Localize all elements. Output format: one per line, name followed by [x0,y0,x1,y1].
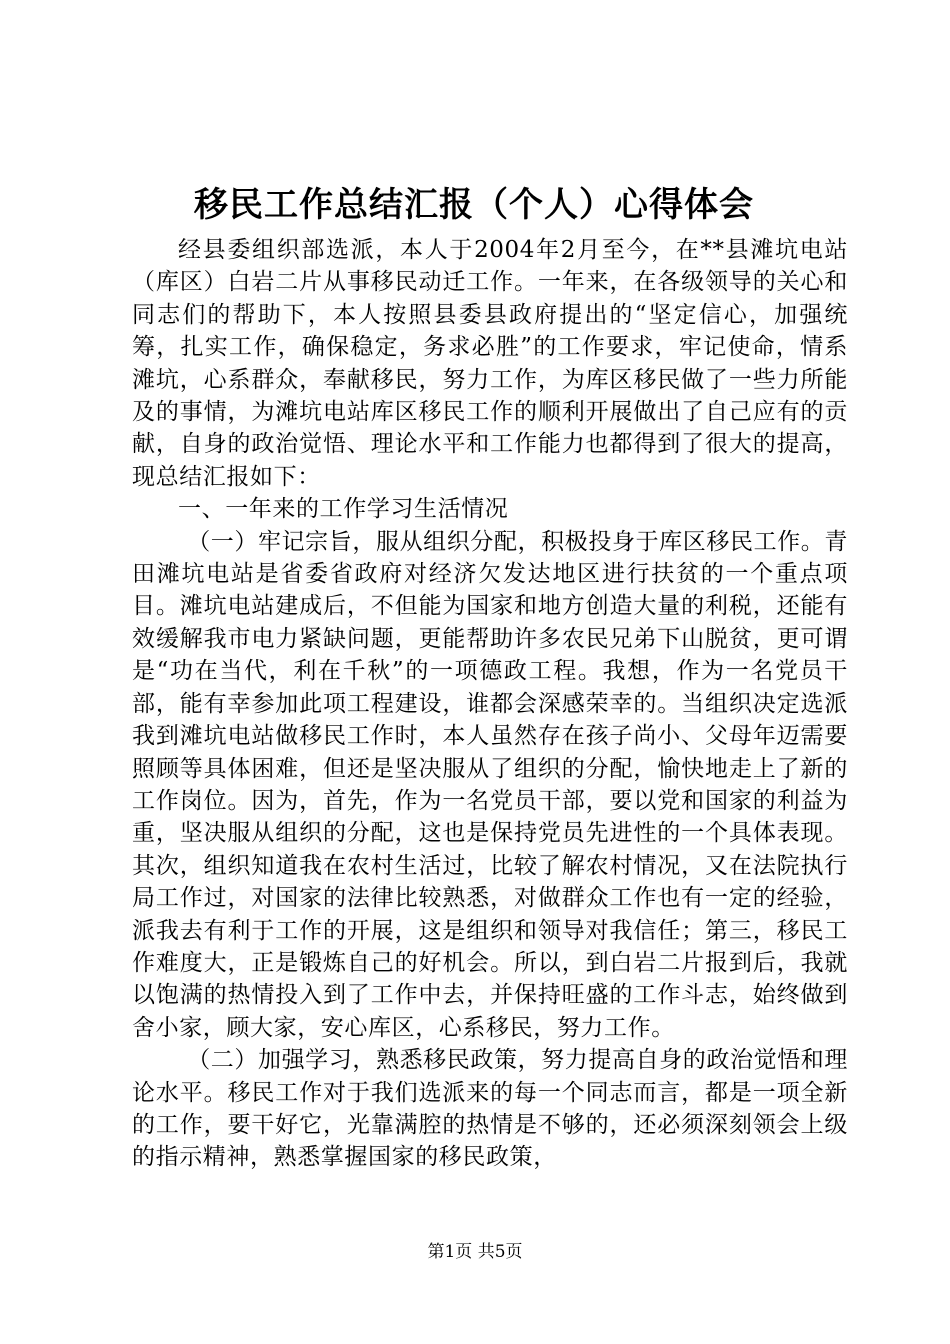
document-page [132,176,848,1174]
paragraph-section-2: （二）加强学习，熟悉移民政策，努力提高自身的政治觉悟和理论水平。移民工作对于我们选派来的每一个同志而言，都是一项全新的工作，要干好它，光靠满腔的热情是不够的，还必须深刻领会上级的指示精神，熟悉掌握国家的移民政策， [132,1047,848,1171]
paragraph-section-1: （一）牢记宗旨，服从组织分配，积极投身于库区移民工作。青田滩坑电站是省委省政府对经济欠发达地区进行扶贫的一个重点项目。滩坑电站建成后，不但能为国家和地方创造大量的利税，还能有效缓解我市电力紧缺问题，更能帮助许多农民兄弟下山脱贫，更可谓是“功在当代，利在千秋”的一项德政工程。我想，作为一名党员干部，能有幸参加此项工程建设，谁都会深感荣幸的。当组织决定选派我到滩坑电站做移民工作时，本人虽然存在孩子尚小、父母年迈需要照顾等具体困难，但还是坚决服从了组织的分配，愉快地走上了新的工作岗位。因为，首先，作为一名党员干部，要以党和国家的利益为重，坚决服从组织的分配，这也是保持党员先进性的一个具体表现。其次，组织知道我在农村生活过，比较了解农村情况，又在法院执行局工作过，对国家的法律比较熟悉，对做群众工作也有一定的经验，派我去有利于工作的开展，这是组织和领导对我信任；第三，移民工作难度大，正是锻炼自己的好机会。所以，到白岩二片报到后，我就以饱满的热情投入到了工作中去，并保持旺盛的工作斗志，始终做到舍小家，顾大家，安心库区，心系移民，努力工作。 [132,528,848,1041]
document-title: 移民工作总结汇报（个人）心得体会 [194,185,754,225]
page-footer: 第1页 共5页 [427,1242,523,1262]
document-body [132,234,848,1174]
section-heading: 一、一年来的工作学习生活情况 [178,496,509,523]
paragraph-intro: 经县委组织部选派，本人于2004年2月至今，在**县滩坑电站（库区）白岩二片从事移民动迁工作。一年来，在各级领导的关心和同志们的帮助下，本人按照县委县政府提出的“坚定信心，加强统筹，扎实工作，确保稳定，务求必胜”的工作要求，牢记使命，情系滩坑，心系群众，奉献移民，努力工作，为库区移民做了一些力所能及的事情，为滩坑电站库区移民工作的顺利开展做出了自己应有的贡献，自身的政治觉悟、理论水平和工作能力也都得到了很大的提高，现总结汇报如下： [132,237,848,490]
